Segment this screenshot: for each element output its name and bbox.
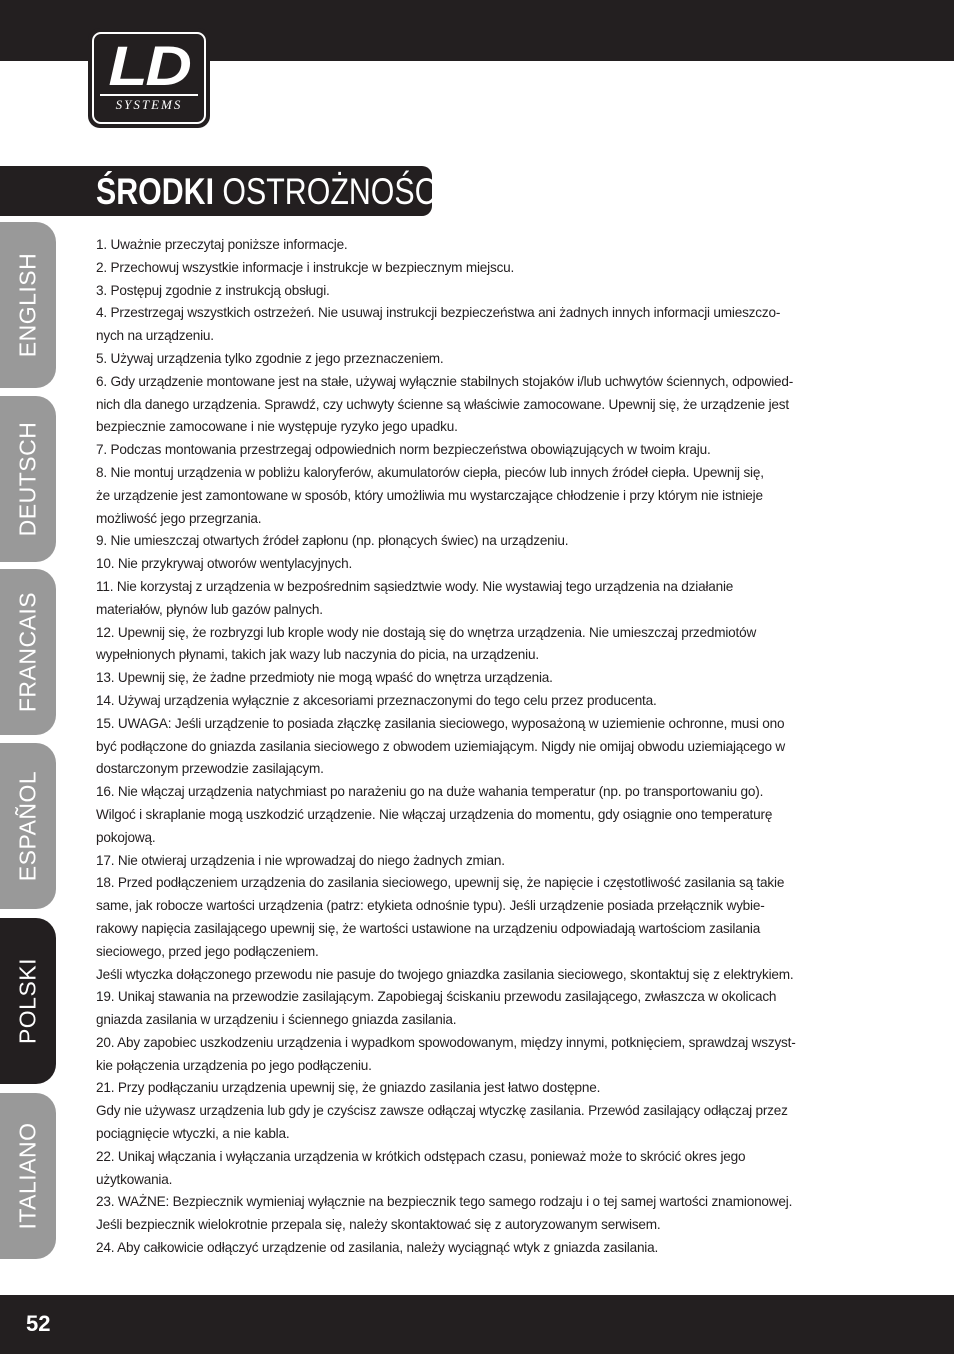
tab-label: DEUTSCH [14, 421, 41, 537]
text-line: nych na urządzeniu. [96, 328, 214, 344]
text-line: 1. Uważnie przeczytaj poniższe informacje. [96, 237, 348, 252]
text-line: 22. Unikaj włączania i wyłączania urządzenia w krótkich odstępach czasu, ponieważ może to skrócić okres jego [96, 1148, 746, 1164]
text-line: 14. Używaj urządzenia wyłącznie z akcesoriami przeznaczonymi do tego celu przez producenta. [96, 692, 657, 708]
text-line: bezpiecznie zamocowane i nie występuje ryzyko jego upadku. [96, 419, 458, 435]
text-line: 10. Nie przykrywaj otworów wentylacyjnych. [96, 556, 353, 572]
title-light: OSTROŻNOŚCI: [222, 171, 454, 212]
section-title-bar [0, 166, 454, 216]
text-line: same, jak robocze wartości urządzenia (patrz: etykieta odnośnie typu). Jeśli urządzenie posiada przełącznik wybie- [96, 898, 765, 914]
logo-main-text: LD [108, 34, 190, 97]
text-line: 19. Unikaj stawania na przewodzie zasilającym. Zapobiegaj ściskaniu przewodu zasilającego, zwłaszcza w okolicach [96, 989, 777, 1005]
text-line: pociągnięcie wtyczki, a nie kabla. [96, 1126, 290, 1142]
text-line: nich dla danego urządzenia. Sprawdź, czy uchwyty ścienne są właściwie zamocowane. Upewnij się, że urządzenie jest [96, 396, 789, 412]
text-line: 18. Przed podłączeniem urządzenia do zasilania sieciowego, upewnij się, że napięcie i częstotliwość zasilania są takie [96, 875, 785, 891]
safety-instructions [96, 234, 860, 1260]
text-line: 11. Nie korzystaj z urządzenia w bezpośrednim sąsiedztwie wody. Nie wystawiaj tego urządzenia na działanie [96, 578, 734, 594]
text-line: 16. Nie włączaj urządzenia natychmiast po narażeniu go na duże wahania temperatur (np. po transportowaniu go). [96, 784, 764, 800]
text-line: 6. Gdy urządzenie montowane jest na stałe, używaj wyłącznie stabilnych stojaków i/lub uchwytów ściennych, odpowied- [96, 373, 794, 389]
text-line: że urządzenie jest zamontowane w sposób, który umożliwia mu wystarczające chłodzenie i przy którym nie istnieje [96, 487, 763, 503]
text-line: 17. Nie otwieraj urządzenia i nie wprowadzaj do niego żadnych zmian. [96, 852, 505, 868]
logo-sub-text: SYSTEMS [100, 94, 198, 113]
bottom-bar [0, 1295, 954, 1354]
tab-label: ESPAÑOL [14, 770, 41, 882]
page-number: 52 [26, 1311, 51, 1336]
text-line: 8. Nie montuj urządzenia w pobliżu kaloryferów, akumulatorów ciepła, pieców lub innych źródeł ciepła. Upewnij się, [96, 464, 764, 480]
text-line: użytkowania. [96, 1171, 173, 1187]
text-line: sieciowego, przed jego podłączeniem. [96, 943, 319, 959]
tab-francais[interactable] [0, 569, 56, 735]
title-bold: ŚRODKI [96, 171, 215, 212]
text-line: 5. Używaj urządzenia tylko zgodnie z jego przeznaczeniem. [96, 350, 444, 366]
tab-english[interactable] [0, 222, 56, 388]
tab-polski[interactable] [0, 918, 56, 1084]
tab-espanol[interactable] [0, 743, 56, 909]
text-line: rakowy napięcia zasilającego upewnij się, że wartości ustawione na urządzeniu odpowiadają wartościom zasilania [96, 920, 761, 936]
text-line: 4. Przestrzegaj wszystkich ostrzeżeń. Nie usuwaj instrukcji bezpieczeństwa ani żadnych innych informacji umieszczo- [96, 305, 781, 321]
tab-label: ENGLISH [14, 252, 41, 358]
text-line: możliwość jego przegrzania. [96, 510, 262, 526]
text-line: Jeśli wtyczka dołączonego przewodu nie pasuje do twojego gniazdka zasilania sieciowego, skontaktuj się z elektrykiem. [96, 966, 794, 982]
text-line: kie połączenia urządzenia po jego podłączeniu. [96, 1057, 372, 1073]
text-line: dostarczonym przewodzie zasilającym. [96, 761, 324, 777]
tab-label: POLSKI [14, 957, 41, 1045]
text-line: Wilgoć i skraplanie mogą uszkodzić urządzenie. Nie włączaj urządzenia do momentu, gdy osiągnie ono temperaturę [96, 806, 773, 822]
text-line: Jeśli bezpiecznik wielokrotnie przepala się, należy skontaktować się z autoryzowanym serwisem. [96, 1217, 661, 1233]
text-line: materiałów, płynów lub gazów palnych. [96, 601, 323, 617]
text-line: wypełnionych płynami, takich jak wazy lub naczynia do picia, na urządzeniu. [96, 647, 539, 663]
text-line: 2. Przechowuj wszystkie informacje i instrukcje w bezpiecznym miejscu. [96, 259, 515, 275]
text-line: 21. Przy podłączaniu urządzenia upewnij się, że gniazdo zasilania jest łatwo dostępne. [96, 1080, 601, 1096]
logo-frame [92, 32, 206, 124]
text-line: 20. Aby zapobiec uszkodzeniu urządzenia i wypadkom spowodowanym, między innymi, potknięciem, sprawdzaj wszyst- [96, 1034, 796, 1050]
text-line: 13. Upewnij się, że żadne przedmioty nie mogą wpaść do wnętrza urządzenia. [96, 670, 553, 686]
tab-italiano[interactable] [0, 1093, 56, 1259]
text-line: 23. WAŻNE: Bezpiecznik wymieniaj wyłącznie na bezpiecznik tego samego rodzaju i o tej samej wartości znamionowej. [96, 1194, 793, 1210]
text-line: 15. UWAGA: Jeśli urządzenie to posiada złączkę zasilania sieciowego, wyposażoną w uziemienie ochronne, musi ono [96, 715, 785, 731]
text-line: pokojową. [96, 829, 156, 845]
ld-systems-logo [88, 28, 210, 128]
text-line: 3. Postępuj zgodnie z instrukcją obsługi. [96, 282, 330, 298]
text-line: 12. Upewnij się, że rozbryzgi lub krople wody nie dostają się do wnętrza urządzenia. Nie umieszczaj przedmiotów [96, 624, 757, 640]
tab-label: FRANCAIS [14, 591, 41, 713]
tab-label: ITALIANO [14, 1122, 41, 1230]
tab-deutsch[interactable] [0, 396, 56, 562]
text-line: 9. Nie umieszczaj otwartych źródeł zapłonu (np. płonących świec) na urządzeniu. [96, 533, 569, 549]
text-line: być podłączone do gniazda zasilania sieciowego z obwodem uziemiającym. Nigdy nie omijaj obwodu uziemiającego w [96, 738, 786, 754]
text-line: gniazda zasilania w urządzeniu i ściennego gniazda zasilania. [96, 1012, 457, 1028]
text-line: 24. Aby całkowicie odłączyć urządzenie od zasilania, należy wyciągnąć wtyk z gniazda zasilania. [96, 1240, 659, 1256]
page-title [96, 166, 453, 216]
text-line: Gdy nie używasz urządzenia lub gdy je czyścisz zawsze odłączaj wtyczkę zasilania. Przewód zasilający odłączaj przez [96, 1103, 788, 1119]
text-line: 7. Podczas montowania przestrzegaj odpowiednich norm bezpieczeństwa obowiązujących w twoim kraju. [96, 442, 711, 458]
